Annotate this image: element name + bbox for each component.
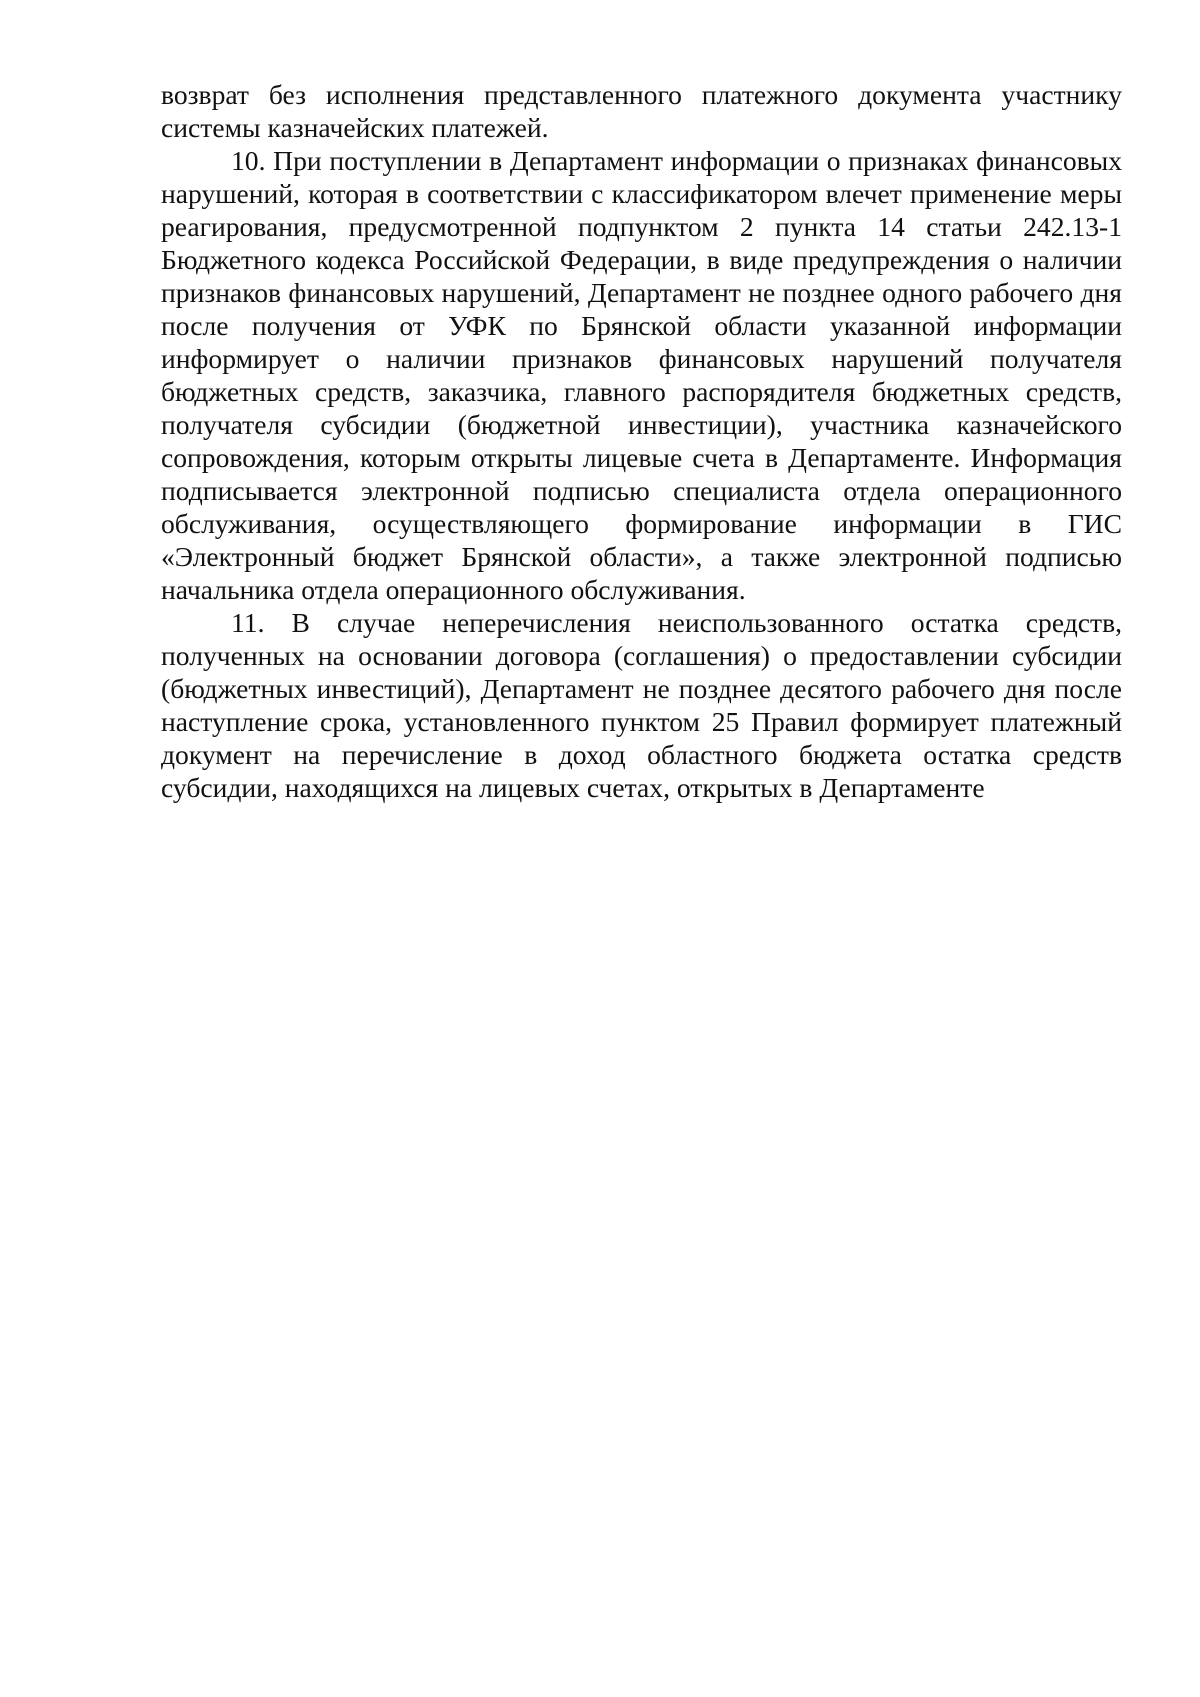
paragraph-continuation: возврат без исполнения представленного платежного документа участнику системы казначейских платежей. — [161, 79, 1122, 143]
document-body — [161, 78, 1122, 804]
paragraph-item-11: 11. В случае неперечисления неиспользованного остатка средств, полученных на основании договора (соглашения) о предоставлении субсидии (бюджетных инвестиций), Департамент не позднее десятого рабочего дня после наступление срока, установленного пунктом 25 Правил формирует платежный документ на перечисление в доход областного бюджета остатка средств субсидии, находящихся на лицевых счетах, открытых в Департаменте — [161, 607, 1122, 803]
paragraph-item-10: 10. При поступлении в Департамент информации о признаках финансовых нарушений, которая в соответствии с классификатором влечет применение меры реагирования, предусмотренной подпунктом 2 пункта 14 статьи 242.13-1 Бюджетного кодекса Российской Федерации, в виде предупреждения о наличии признаков финансовых нарушений, Департамент не позднее одного рабочего дня после получения от УФК по Брянской области указанной информации информирует о наличии признаков финансовых нарушений получателя бюджетных средств, заказчика, главного распорядителя бюджетных средств, получателя субсидии (бюджетной инвестиции), участника казначейского сопровождения, которым открыты лицевые счета в Департаменте. Информация подписывается электронной подписью специалиста отдела операционного обслуживания, осуществляющего формирование информации в ГИС «Электронный бюджет Брянской области», а также электронной подписью начальника отдела операционного обслуживания. — [161, 145, 1122, 605]
